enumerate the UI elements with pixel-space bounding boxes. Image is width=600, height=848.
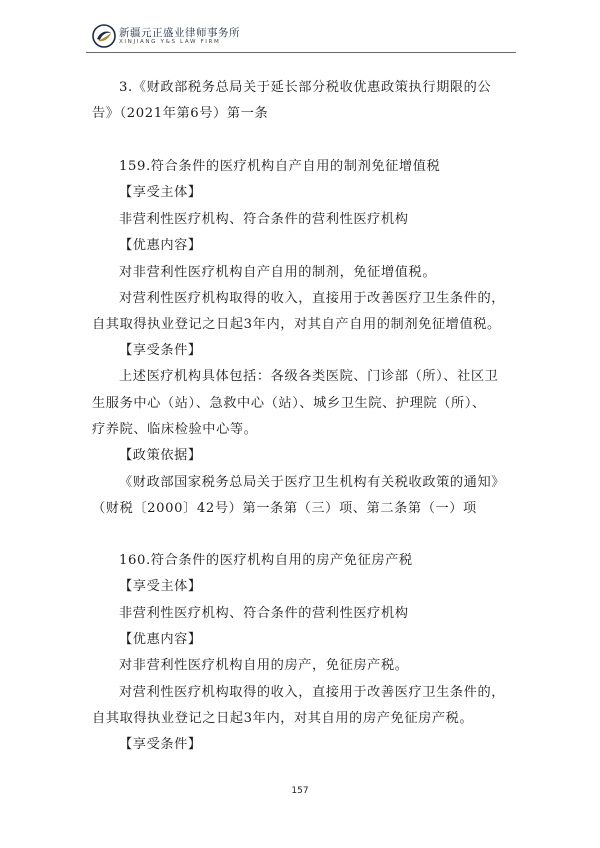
text-line: 自其取得执业登记之日起3年内，对其自产自用的制剂免征增值税。: [92, 317, 501, 332]
text-line: 对非营利性医疗机构自用的房产，免征房产税。: [119, 658, 409, 673]
firm-name-cn: 新疆元正盛业律师事务所: [119, 27, 240, 39]
section-label: 【享受条件】: [119, 737, 202, 752]
page-number: 157: [291, 786, 309, 796]
section-label: 【政策依据】: [119, 448, 202, 463]
text-line: 非营利性医疗机构、符合条件的营利性医疗机构: [119, 212, 409, 227]
firm-name-en: XINJIANG Y&S LAW FIRM: [119, 39, 221, 45]
item-heading: 159.符合条件的医疗机构自产自用的制剂免征增值税: [119, 159, 441, 174]
firm-logo-icon: [92, 24, 116, 48]
text-line: 对非营利性医疗机构自产自用的制剂，免征增值税。: [119, 265, 437, 280]
text-line: 生服务中心（站）、急救中心（站）、城乡卫生院、护理院（所）、: [92, 396, 486, 411]
section-label: 【享受主体】: [119, 579, 202, 594]
text-line: 对营利性医疗机构取得的收入，直接用于改善医疗卫生条件的，: [119, 291, 506, 306]
text-line: 上述医疗机构具体包括：各级各类医院、门诊部（所）、社区卫: [119, 369, 499, 384]
text-line: （财税〔2000〕42号）第一条第（三）项、第二条第（一）项: [92, 501, 477, 516]
text-line: 自其取得执业登记之日起3年内，对其自用的房产免征房产税。: [92, 711, 474, 726]
text-line: 《财政部国家税务总局关于医疗卫生机构有关税收政策的通知》: [119, 475, 506, 490]
text-line: 疗养院、临床检验中心等。: [92, 422, 258, 437]
section-label: 【优惠内容】: [119, 632, 202, 647]
item-heading: 160.符合条件的医疗机构自用的房产免征房产税: [119, 553, 413, 568]
text-line: 3.《财政部税务总局关于延长部分税收优惠政策执行期限的公: [119, 80, 492, 95]
text-line: 非营利性医疗机构、符合条件的营利性医疗机构: [119, 606, 409, 621]
section-label: 【享受主体】: [119, 185, 202, 200]
text-line: 对营利性医疗机构取得的收入，直接用于改善医疗卫生条件的，: [119, 685, 506, 700]
section-label: 【优惠内容】: [119, 238, 202, 253]
header-divider: [86, 52, 516, 53]
section-label: 【享受条件】: [119, 343, 202, 358]
letterhead: [92, 24, 272, 52]
text-line: 告》（2021年第6号）第一条: [92, 106, 269, 121]
